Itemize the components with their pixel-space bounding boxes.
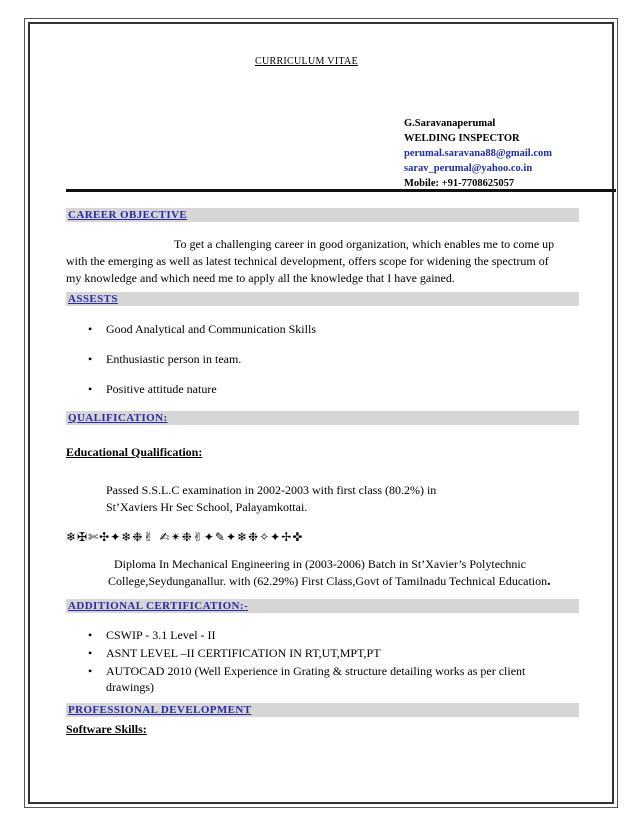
contact-name: G.Saravanaperumal [404,118,496,129]
section-heading: QUALIFICATION: [68,412,168,424]
contact-mobile: Mobile: +91-7708625057 [404,178,515,189]
list-item-continuation: drawings) [106,680,154,694]
career-line-3: my knowledge and which need me to apply all the knowledge that I have gained. [66,271,455,285]
section-professional-development [66,703,579,717]
list-item [88,627,216,643]
diploma-line-2: College,Seydunganallur. with (62.29%) First Class,Govt of Tamilnadu Technical Education [108,574,548,588]
list-item [88,351,241,367]
list-item [88,663,525,679]
header-divider-thick [384,189,616,192]
list-item [88,321,316,337]
career-line-2: with the emerging as well as latest technical development, offers scope for widening the spectrum of [66,254,549,268]
section-assets [66,292,579,306]
contact-email-2[interactable]: sarav_perumal@yahoo.co.in [404,163,533,174]
bullet-icon: • [88,352,93,366]
section-heading: ASSESTS [68,293,118,305]
bullet-icon: • [88,322,93,336]
career-objective-text [66,236,580,287]
diploma-line-1: Diploma In Mechanical Engineering in (2003-2006) Batch in St’Xavier’s Polytechnic [114,557,527,571]
certification-text: CSWIP - 3.1 Level - II [106,628,216,642]
diploma-details [108,556,551,590]
bullet-icon: • [88,628,93,642]
section-heading: PROFESSIONAL DEVELOPMENT [68,704,252,716]
bullet-icon: • [88,646,93,660]
certification-text: AUTOCAD 2010 (Well Experience in Grating & structure detailing works as per client [106,664,526,678]
diploma-period: . [547,574,551,589]
section-career-objective [66,208,579,222]
asset-text: Good Analytical and Communication Skills [106,322,316,336]
document-title: CURRICULUM VITAE [255,56,358,67]
contact-role: WELDING INSPECTOR [404,133,520,144]
bullet-icon: • [88,382,93,396]
educational-qualification-heading: Educational Qualification: [66,445,203,459]
section-heading: ADDITIONAL CERTIFICATION:- [68,600,249,612]
contact-block [404,116,552,191]
asset-text: Positive attitude nature [106,382,217,396]
technical-qualification-heading: ❄✠✄✣✦❄❉✌ ✍✴❉✌✦✎✦❄❉✧✦✢✜ [66,530,304,544]
section-heading: CAREER OBJECTIVE [68,209,188,221]
sslc-line-1: Passed S.S.L.C examination in 2002-2003 with first class (80.2%) in [106,483,437,497]
bullet-icon: • [88,664,93,678]
asset-text: Enthusiastic person in team. [106,352,242,366]
sslc-details [106,482,436,516]
career-line-1: To get a challenging career in good organization, which enables me to come up [174,237,555,251]
software-skills-heading: Software Skills: [66,722,147,736]
list-item [88,645,381,661]
section-additional-certification [66,599,579,613]
section-qualification [66,411,579,425]
sslc-line-2: St’Xaviers Hr Sec School, Palayamkottai. [106,500,308,514]
list-item [88,381,217,397]
contact-email-1[interactable]: perumal.saravana88@gmail.com [404,148,553,159]
certification-text: ASNT LEVEL –II CERTIFICATION IN RT,UT,MPT,PT [106,646,381,660]
